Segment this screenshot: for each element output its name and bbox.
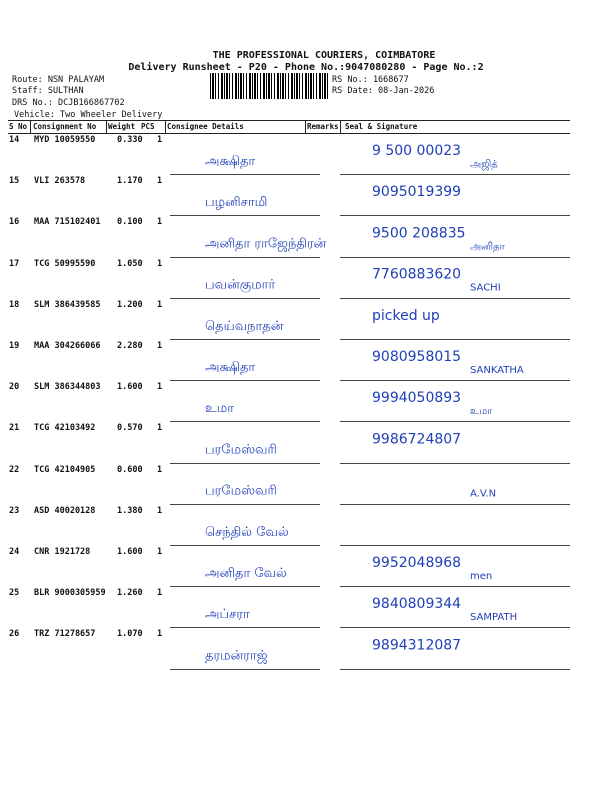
cell-pcs: 1 [157,382,163,393]
phone-handwritten: 9095019399 [372,184,462,201]
cell-pcs: 1 [157,505,163,516]
cell-cons: TCG 50995590 [34,258,96,269]
cell-sno: 20 [9,382,20,393]
consignee-name-handwritten: தெய்வநாதன் [205,318,284,334]
cell-pcs: 1 [157,217,163,228]
consignee-name-handwritten: பரமேஸ்வரி [205,442,277,458]
cell-wt: 1.070 [117,629,143,640]
cell-sno: 16 [9,217,20,228]
cell-sno: 23 [9,505,20,516]
receiver-signature: A.V.N [470,488,497,500]
phone-handwritten: picked up [372,307,440,324]
vehicle-label: Vehicle: Two Wheeler Delivery [14,110,163,120]
phone-handwritten: 9500 208835 [372,225,466,242]
cell-sno: 24 [9,547,20,557]
cell-wt: 0.570 [117,423,143,434]
column-header-seal: Seal & Signature [345,122,418,131]
staff-label: Staff: SULTHAN [12,86,84,96]
consignee-name-handwritten: அனிதா வேல் [205,566,287,581]
column-header-remarks: Remarks [307,122,339,131]
cell-wt: 1.260 [117,588,143,599]
cell-sno: 15 [9,176,20,187]
cell-pcs: 1 [157,176,163,187]
cell-pcs: 1 [157,547,163,557]
cell-sno: 26 [9,629,20,640]
phone-handwritten: 9894312087 [372,637,462,654]
rs-number: RS No.: 1668677 [332,75,409,85]
consignee-name-handwritten: அக்ஷிதா [205,154,256,169]
cell-pcs: 1 [157,299,163,310]
cell-cons: CNR 1921728 [34,547,91,557]
cell-sno: 14 [9,135,20,145]
phone-handwritten: 9080958015 [372,349,462,365]
cell-pcs: 1 [157,135,163,145]
cell-sno: 17 [9,258,20,269]
phone-handwritten: 9 500 00023 [372,143,462,159]
cell-sno: 18 [9,299,20,310]
consignee-name-handwritten: தரமன்ராஜ் [205,648,268,664]
drs-number: DRS No.: DCJB166867702 [12,98,125,108]
cell-wt: 0.330 [117,135,143,145]
cell-wt: 0.600 [117,464,143,475]
receiver-signature: SAMPATH [470,612,518,624]
receiver-signature: உமா [470,406,493,418]
cell-pcs: 1 [157,423,163,434]
consignee-name-handwritten: அப்சரா [205,607,250,623]
cell-cons: MYD 10059550 [34,135,96,145]
consignee-name-handwritten: அக்ஷிதா [205,360,256,375]
phone-handwritten: 9840809344 [372,596,462,613]
cell-pcs: 1 [157,341,163,351]
rs-date: RS Date: 08-Jan-2026 [332,86,435,96]
receiver-signature: SACHI [470,282,501,294]
cell-wt: 1.170 [117,176,143,187]
consignee-name-handwritten: உமா [205,401,235,417]
cell-pcs: 1 [157,588,163,599]
receiver-signature: அஜித் [470,159,498,170]
phone-handwritten: 9952048968 [372,555,462,571]
cell-cons: TCG 42104905 [34,464,96,475]
cell-wt: 1.600 [117,547,143,557]
cell-wt: 1.200 [117,299,143,310]
receiver-signature: men [470,571,493,582]
column-header-pcs: PCS [141,122,155,131]
phone-handwritten: 9986724807 [372,431,462,448]
column-header-consignee: Consignee Details [167,122,244,131]
cell-wt: 1.380 [117,505,143,516]
cell-pcs: 1 [157,629,163,640]
consignee-name-handwritten: பழனிசாமி [205,195,268,211]
cell-sno: 19 [9,341,20,351]
cell-sno: 22 [9,464,20,475]
cell-cons: SLM 386344803 [34,382,101,393]
cell-cons: TCG 42103492 [34,423,96,434]
cell-wt: 1.050 [117,258,143,269]
cell-cons: SLM 386439585 [34,299,101,310]
consignee-name-handwritten: அனிதா ராஜேந்திரன் [205,236,327,252]
consignee-name-handwritten: செந்தில் வேல் [205,524,289,540]
cell-cons: MAA 304266066 [34,341,101,351]
consignee-name-handwritten: பரமேஸ்வரி [205,483,277,499]
cell-cons: MAA 715102401 [34,217,101,228]
cell-sno: 25 [9,588,20,599]
route-label: Route: NSN PALAYAM [12,75,105,85]
cell-sno: 21 [9,423,20,434]
cell-pcs: 1 [157,464,163,475]
runsheet-subtitle: Delivery Runsheet - P20 - Phone No.:9047080280 - Page No.:2 [128,62,484,73]
cell-wt: 2.280 [117,341,143,351]
receiver-signature: அனிதா [470,241,505,253]
document-title: THE PROFESSIONAL COURIERS, COIMBATORE [212,50,436,61]
cell-wt: 1.600 [117,382,143,393]
cell-wt: 0.100 [117,217,143,228]
cell-cons: ASD 40020128 [34,505,96,516]
phone-handwritten: 9994050893 [372,390,462,407]
column-header-weight: Weight [108,122,136,131]
cell-pcs: 1 [157,258,163,269]
column-header-consignment: Consignment No [33,122,97,131]
cell-cons: BLR 9000305959 [34,588,106,599]
receiver-signature: SANKATHA [470,365,524,376]
column-header-sno: S No [9,122,28,131]
cell-cons: TRZ 71278657 [34,629,96,640]
cell-cons: VLI 263578 [34,176,86,187]
phone-handwritten: 7760883620 [372,266,462,283]
consignee-name-handwritten: பவன்குமார் [205,277,276,293]
